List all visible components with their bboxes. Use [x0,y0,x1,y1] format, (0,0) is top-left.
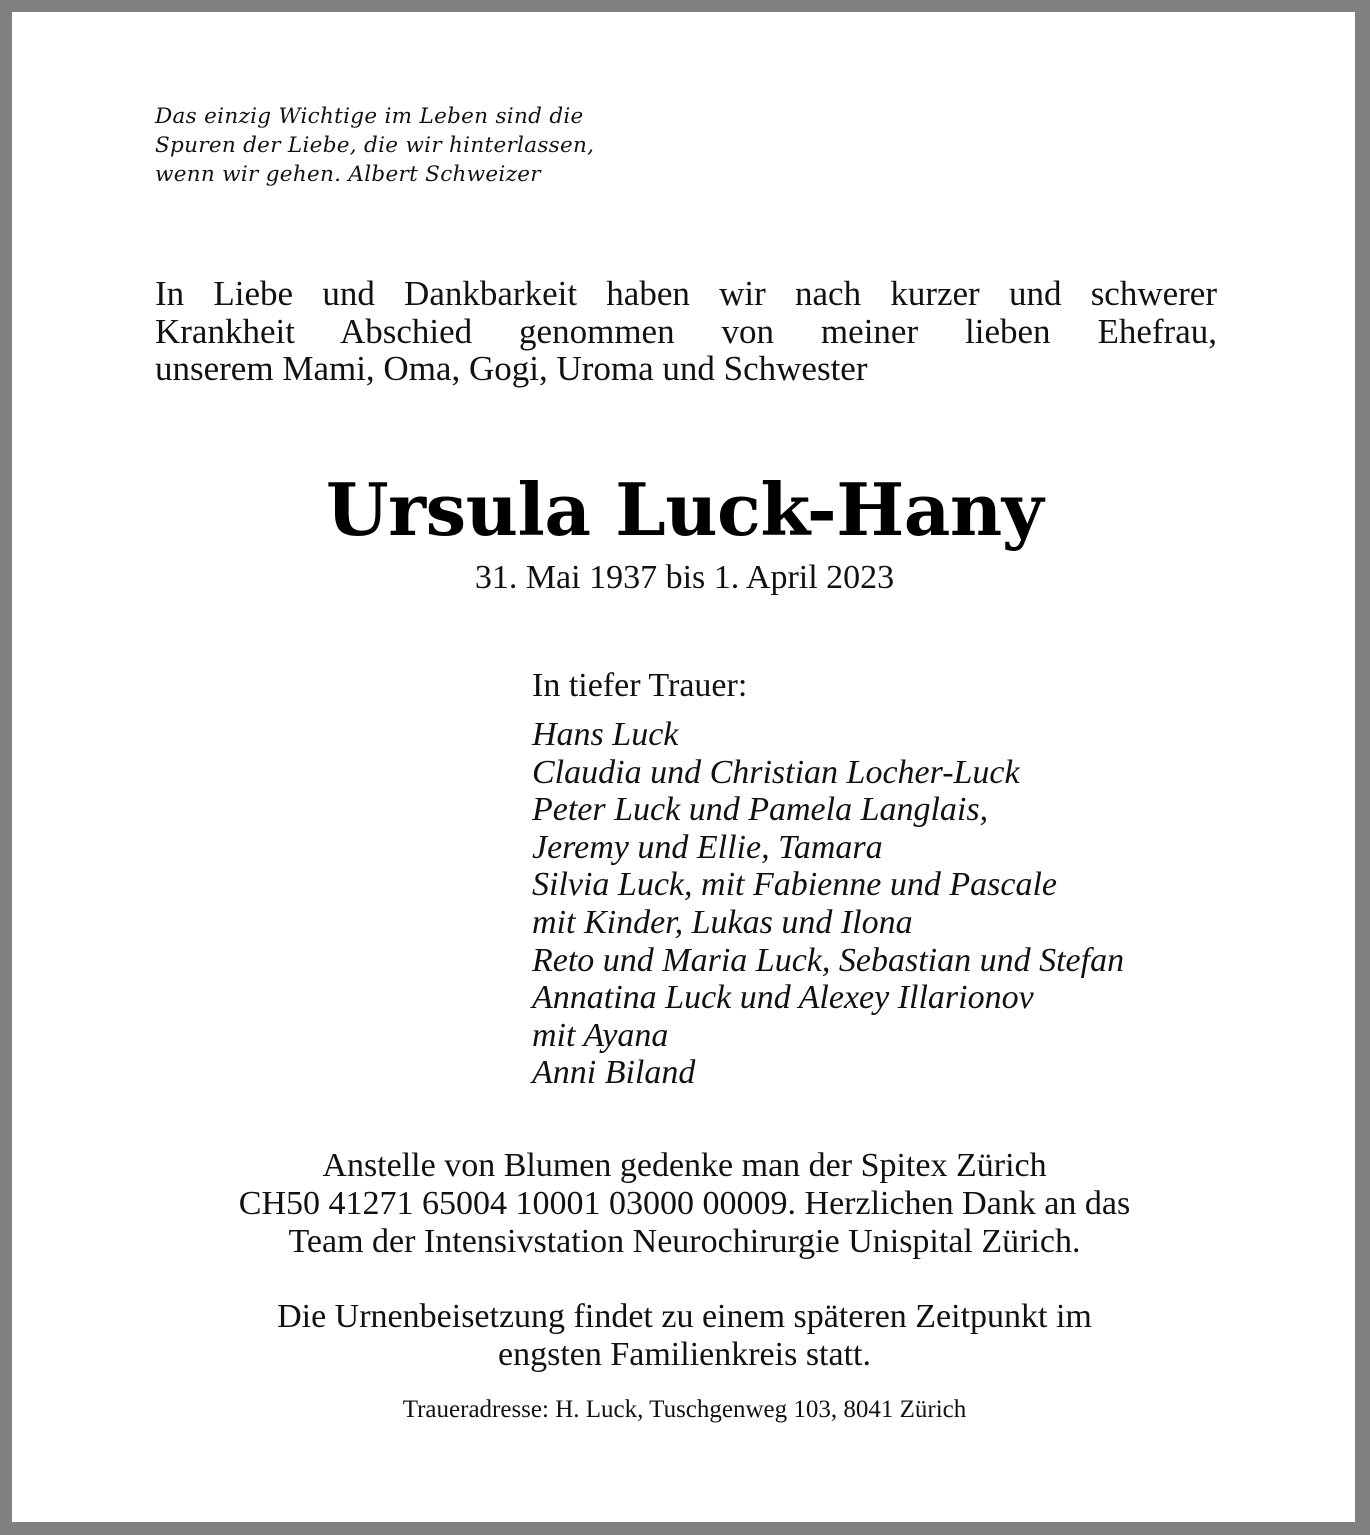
intro-line: unserem Mami, Oma, Gogi, Uroma und Schwester [155,349,868,388]
burial-line: Die Urnenbeisetzung findet zu einem späteren Zeitpunkt im [277,1298,1092,1335]
donation-notice [12,1147,1357,1261]
mourner-line: Peter Luck und Pamela Langlais, [532,791,989,829]
intro-text [155,275,1217,388]
obituary-page [12,12,1355,1522]
life-dates: 31. Mai 1937 bis 1. April 2023 [474,559,895,596]
donation-line: CH50 41271 65004 10001 03000 00009. Herzlichen Dank an das [238,1185,1131,1222]
mourner-line: Annatina Luck und Alexey Illarionov [532,979,1034,1017]
intro-line: Krankheit Abschied genommen von meiner lieben Ehefrau, [155,311,1217,351]
mourning-address: Traueradresse: H. Luck, Tuschgenweg 103, 8041 Zürich [402,1396,967,1423]
mourner-line: mit Kinder, Lukas und Ilona [532,903,913,941]
mourner-line: Reto und Maria Luck, Sebastian und Stefan [532,941,1125,979]
mourner-line: Claudia und Christian Locher-Luck [532,753,1020,791]
mourner-line: Jeremy und Ellie, Tamara [532,828,883,866]
mourning-heading: In tiefer Trauer: [532,667,748,704]
mourner-line: Anni Biland [532,1054,696,1092]
mourner-line: Hans Luck [532,716,679,753]
motto-line: wenn wir gehen. Albert Schweizer [155,162,541,187]
motto-line: Spuren der Liebe, die wir hinterlassen, [155,133,595,158]
burial-notice [12,1298,1357,1374]
motto-line: Das einzig Wichtige im Leben sind die [155,104,584,129]
donation-line: Team der Intensivstation Neurochirurgie Unispital Zürich. [288,1223,1081,1260]
mourner-line: mit Ayana [532,1016,669,1054]
intro-line: In Liebe und Dankbarkeit haben wir nach kurzer und schwerer [155,274,1217,313]
motto-quote [155,102,675,189]
mourners-list [532,716,1232,1092]
mourner-line: Silvia Luck, mit Fabienne und Pascale [532,866,1057,904]
deceased-name: Ursula Luck-Hany [325,467,1044,552]
donation-line: Anstelle von Blumen gedenke man der Spitex Zürich [322,1147,1047,1184]
burial-line: engsten Familienkreis statt. [498,1336,871,1373]
